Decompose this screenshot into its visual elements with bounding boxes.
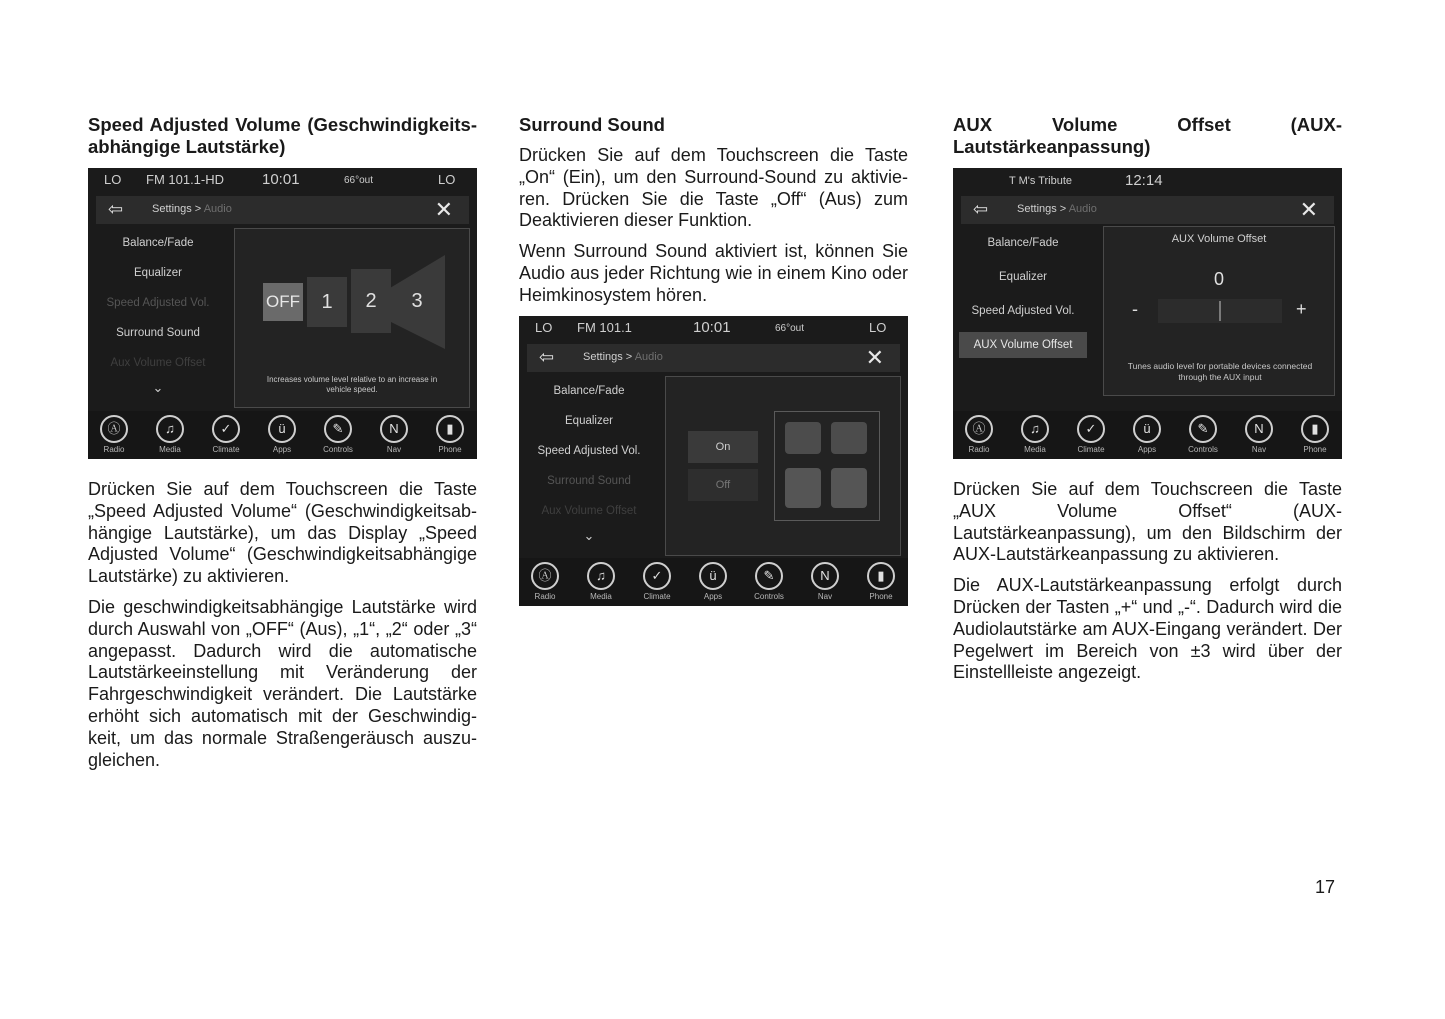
nav-controls[interactable]: ✎ Controls [313,415,363,454]
status-source: T M's Tribute [1009,175,1073,187]
speed-paragraph-1: Drücken Sie auf dem Touchscreen die Taste „Speed Adjusted Volume“ (Geschwindigkeitsab-hängige Lautstärke), um das Display „Speed Adjusted Volume“ (Geschwindigkeitsabhängige Lautstärke) zu aktivieren. [88,479,477,587]
audio-menu [519,376,659,544]
nav-climate[interactable]: ✓ Climate [632,562,682,601]
nav-apps[interactable]: ü Apps [1122,415,1172,454]
seat-front-right [831,422,867,454]
aux-heading [953,114,1342,168]
bottom-navbar [953,411,1342,459]
apps-icon: ü [268,415,296,443]
aux-screen [953,168,1342,459]
controls-icon: ✎ [1189,415,1217,443]
surround-panel [665,376,901,556]
nav-media[interactable]: ♫ Media [145,415,195,454]
aux-heading-line-1: AUX Volume Offset (AUX- [953,114,1342,135]
breadcrumb: Settings > Audio [583,350,663,363]
breadcrumb: Settings > Audio [1017,203,1097,215]
menu-item-equalizer[interactable]: Equalizer [565,414,613,427]
climate-icon: ✓ [1077,415,1105,443]
nav-phone[interactable]: ▮ Phone [856,562,906,601]
seat-front-left [785,422,821,454]
nav-nav[interactable]: N Nav [800,562,850,601]
chevron-down-icon[interactable]: ⌄ [583,527,595,543]
aux-offset-panel [1103,226,1335,396]
menu-item-aux-volume-offset[interactable]: Aux Volume Offset [110,357,206,369]
speed-screen [88,168,477,459]
menu-item-speed-adjusted-vol[interactable]: Speed Adjusted Vol. [971,305,1075,317]
climate-icon: ✓ [643,562,671,590]
page-number: 17 [1315,877,1336,897]
status-bar [88,168,477,194]
menu-item-equalizer[interactable]: Equalizer [134,267,182,279]
settings-titlebar [96,196,469,224]
aux-caption: Tunes audio level for portable devices connected through the AUX input [1127,361,1313,382]
aux-panel-title: AUX Volume Offset [1171,233,1267,245]
seat-rear-left [785,468,821,508]
menu-item-aux-volume-offset[interactable]: AUX Volume Offset [959,332,1087,358]
surround-paragraph-1: Drücken Sie auf dem Touchscreen die Taste „On“ (Ein), um den Surround-Sound zu aktivie-ren. Drücken Sie die Taste „Off“ (Aus) zum Deaktivieren dieser Funktion. [519,145,908,231]
speed-caption: Increases volume level relative to an increase in vehicle speed. [266,375,438,394]
menu-item-surround-sound[interactable]: Surround Sound [116,327,200,339]
nav-radio[interactable]: Ⓐ Radio [954,415,1004,454]
column-aux-volume-offset [953,114,1342,693]
speed-level-panel [234,228,470,408]
menu-item-surround-sound[interactable]: Surround Sound [547,474,631,487]
back-arrow-icon[interactable]: ⇦ [108,199,124,219]
status-time: 12:14 [1125,172,1163,189]
media-icon: ♫ [587,562,615,590]
aux-paragraph-1: Drücken Sie auf dem Touchscreen die Taste „AUX Volume Offset“ (AUX-Lautstärkeanpassung), um den Bildschirm der AUX-Lautstärkeanpassung zu aktivieren. [953,479,1342,565]
nav-icon: N [380,415,408,443]
close-icon[interactable]: ✕ [865,344,884,370]
level-2-button[interactable]: 2 [351,269,391,333]
nav-icon: N [811,562,839,590]
media-icon: ♫ [1021,415,1049,443]
close-icon[interactable]: ✕ [434,197,453,222]
nav-radio[interactable]: Ⓐ Radio [89,415,139,454]
bottom-navbar [88,411,477,459]
status-lo-left: LO [104,172,122,187]
speed-paragraph-2: Die geschwindigkeitsabhängige Lautstärke wird durch Auswahl von „OFF“ (Aus), „1“, „2“ oder „3“ angepasst. Dadurch wird die automatische Lautstärkeeinstellung mit Veränderung der Fahrgeschwindigkeit verändert. Die Lautstärke erhöht sich automatisch mit der Geschwindig-keit, um das normale Straßengeräusch auszu-gleichen. [88,596,477,770]
settings-titlebar [527,344,900,372]
phone-icon: ▮ [1301,415,1329,443]
level-off-button[interactable]: OFF [263,283,303,321]
nav-icon: N [1245,415,1273,443]
menu-item-equalizer[interactable]: Equalizer [999,271,1047,283]
radio-icon: Ⓐ [531,562,559,590]
nav-nav[interactable]: N Nav [1234,415,1284,454]
phone-icon: ▮ [867,562,895,590]
surround-paragraph-2: Wenn Surround Sound aktiviert ist, können Sie Audio aus jeder Richtung wie in einem Kino oder Heimkinosystem hören. [519,241,908,305]
level-1-button[interactable]: 1 [307,277,347,327]
status-lo-left: LO [535,319,553,335]
menu-item-balance-fade[interactable]: Balance/Fade [987,237,1059,249]
aux-paragraph-2: Die AUX-Lautstärkeanpassung erfolgt durch Drücken der Tasten „+“ und „-“. Dadurch wird die Audiolautstärke am AUX-Eingang verändert. Der Pegelwert im Bereich von ±3 wird über der Einstellleiste angezeigt. [953,575,1342,683]
nav-media[interactable]: ♫ Media [1010,415,1060,454]
apps-icon: ü [699,562,727,590]
back-arrow-icon[interactable]: ⇦ [973,199,989,219]
nav-controls[interactable]: ✎ Controls [1178,415,1228,454]
status-time: 10:01 [693,318,731,336]
climate-icon: ✓ [212,415,240,443]
surround-off-button[interactable]: Off [688,469,758,501]
status-station: FM 101.1-HD [146,172,225,187]
aux-offset-value: 0 [1213,269,1224,289]
settings-titlebar [961,196,1334,224]
radio-icon: Ⓐ [965,415,993,443]
audio-menu [953,226,1093,358]
nav-apps[interactable]: ü Apps [257,415,307,454]
surround-screen [519,316,908,606]
close-icon[interactable]: ✕ [1299,197,1318,222]
speed-heading: Speed Adjusted Volume (Geschwindigkeits-abhängige Lautstärke) [88,114,477,157]
status-time: 10:01 [262,171,300,188]
chevron-down-icon[interactable]: ⌄ [152,380,164,395]
breadcrumb: Settings > Audio [152,203,232,215]
status-temp: 66°out [775,322,805,334]
surround-heading: Surround Sound [519,114,665,135]
nav-media[interactable]: ♫ Media [576,562,626,601]
status-bar [519,316,908,342]
back-arrow-icon[interactable]: ⇦ [539,346,555,367]
aux-offset-slider[interactable] [1158,299,1282,323]
seat-rear-right [831,468,867,508]
status-station: FM 101.1 [577,319,632,335]
nav-apps[interactable]: ü Apps [688,562,738,601]
nav-controls[interactable]: ✎ Controls [744,562,794,601]
nav-radio[interactable]: Ⓐ Radio [520,562,570,601]
status-lo-right: LO [438,172,456,187]
menu-item-speed-adjusted-vol[interactable]: Speed Adjusted Vol. [106,297,210,309]
nav-phone[interactable]: ▮ Phone [425,415,475,454]
nav-nav[interactable]: N Nav [369,415,419,454]
menu-item-speed-adjusted-vol[interactable]: Speed Adjusted Vol. [537,444,641,457]
media-icon: ♫ [156,415,184,443]
status-temp: 66°out [344,175,374,186]
level-3-button[interactable]: 3 [411,290,423,312]
menu-item-balance-fade[interactable]: Balance/Fade [122,237,194,249]
nav-climate[interactable]: ✓ Climate [1066,415,1116,454]
surround-on-button[interactable]: On [688,431,758,463]
audio-menu [88,228,228,396]
controls-icon: ✎ [324,415,352,443]
aux-heading-line-2: Lautstärkeanpassung) [953,136,1151,157]
bottom-navbar [519,558,908,606]
aux-plus-button[interactable]: + [1296,299,1307,319]
column-speed-adjusted-volume [88,114,477,780]
nav-climate[interactable]: ✓ Climate [201,415,251,454]
status-lo-right: LO [869,319,887,335]
aux-minus-button[interactable]: - [1132,299,1138,319]
nav-phone[interactable]: ▮ Phone [1290,415,1340,454]
radio-icon: Ⓐ [100,415,128,443]
phone-icon: ▮ [436,415,464,443]
menu-item-balance-fade[interactable]: Balance/Fade [553,384,625,397]
car-seats-diagram [774,411,880,521]
aux-slider-indicator [1219,301,1221,321]
menu-item-aux-volume-offset[interactable]: Aux Volume Offset [541,504,637,517]
apps-icon: ü [1133,415,1161,443]
status-bar [953,168,1342,194]
column-surround-sound [519,114,908,606]
controls-icon: ✎ [755,562,783,590]
